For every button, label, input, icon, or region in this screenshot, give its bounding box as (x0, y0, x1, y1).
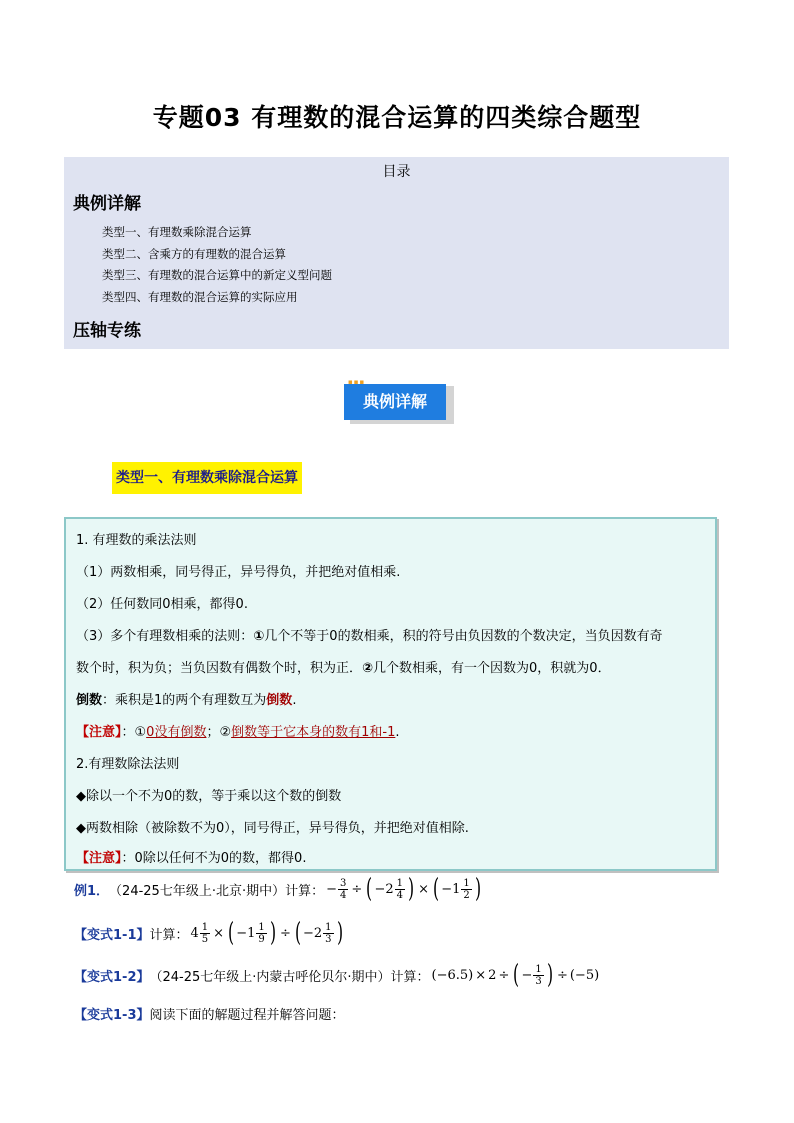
rule-line (76, 657, 611, 676)
toc-item-type3[interactable]: 类型三、有理数的混合运算中的新定义型问题 (102, 268, 332, 282)
rule-line: （1）两数相乘，同号得正，异号得负，并把绝对值相乘. (76, 565, 401, 580)
math-term: 2 (488, 967, 497, 983)
toc-item-type1[interactable]: 类型一、有理数乘除混合运算 (102, 225, 252, 239)
math-term: (−6.5) (431, 967, 474, 983)
page-title: 专题03 有理数的混合运算的四类综合题型 (152, 103, 642, 132)
circled-number: ① (253, 629, 265, 644)
math-sign: − (326, 881, 337, 897)
example-text: 阅读下面的解题过程并解答问题： (149, 1008, 345, 1023)
rule-line (76, 625, 663, 644)
paren-left: ( (366, 874, 373, 904)
banner-label: 典例详解 (344, 384, 446, 420)
rule-line (76, 847, 306, 866)
math-operator: ÷ (498, 967, 510, 983)
fraction: $\frac{1}{2}$ (463, 877, 470, 901)
rule-line: ◆两数相除（被除数不为0），同号得正，异号得负，并把绝对值相除. (76, 821, 469, 836)
toc-section-practice[interactable]: 压轴专练 (73, 321, 141, 341)
paren-right: ) (408, 874, 415, 904)
toc-section-examples[interactable]: 典例详解 (73, 194, 141, 214)
rule-text: ：乘积是1的两个有理数互为 (102, 693, 267, 708)
math-operator: ÷ (351, 881, 363, 897)
variant-label: 【变式1-1】 (74, 927, 150, 943)
rule-text: 几个数相乘，有一个因数为0，积就为0． (373, 661, 611, 676)
fraction: $\frac{1}{9}$ (258, 921, 265, 945)
math-whole: 4 (190, 925, 199, 941)
math-whole: −1 (441, 881, 461, 897)
math-sign: − (521, 967, 533, 983)
variant-1-2 (74, 962, 599, 988)
paren-right: ) (336, 918, 343, 948)
paren-left: ( (513, 960, 520, 990)
example-text: （24-25七年级上·内蒙古呼伦贝尔·期中）计算： (149, 969, 430, 985)
math-expression (326, 876, 483, 902)
fraction: $\frac{3}{4}$ (340, 877, 347, 901)
rule-line: 1. 有理数的乘法法则 (76, 533, 197, 548)
math-expression (432, 962, 600, 988)
variant-label: 【变式1-3】 (74, 1008, 150, 1023)
rule-line: （2）任何数同0相乘，都得0. (76, 597, 248, 612)
variant-label: 【变式1-2】 (74, 969, 150, 985)
math-operator: × (475, 967, 487, 983)
note-text: 倒数等于它本身的数有1和-1 (231, 725, 396, 740)
toc-heading: 目录 (382, 164, 411, 180)
toc-item-type4[interactable]: 类型四、有理数的混合运算的实际应用 (102, 290, 298, 304)
type-heading: 类型一、有理数乘除混合运算 (112, 462, 302, 494)
term-reciprocal: 倒数 (76, 693, 103, 708)
rule-line (76, 689, 296, 708)
note-text: 0没有倒数 (146, 725, 207, 740)
section-banner (344, 380, 456, 428)
math-operator: × (213, 925, 225, 941)
math-whole: −2 (303, 925, 323, 941)
paren-left: ( (228, 918, 235, 948)
toc-item-type2[interactable]: 类型二、含乘方的有理数的混合运算 (102, 247, 286, 261)
example-text: （24-25七年级上·北京·期中）计算： (109, 883, 325, 899)
math-whole: −1 (236, 925, 256, 941)
math-operator: ÷ (279, 925, 291, 941)
paren-left: ( (433, 874, 440, 904)
math-operator: × (418, 881, 430, 897)
math-term: (−5) (569, 967, 600, 983)
rule-text: ；② (206, 725, 232, 740)
note-label: 【注意】 (76, 851, 122, 866)
math-expression (191, 920, 345, 946)
rule-line: ◆除以一个不为0的数，等于乘以这个数的倒数 (76, 789, 342, 804)
rule-text: ：① (121, 725, 147, 740)
paren-right: ) (546, 960, 553, 990)
math-whole: −2 (374, 881, 394, 897)
rule-text: ：0除以任何不为0的数，都得0. (121, 851, 307, 866)
circled-number: ② (362, 661, 374, 676)
term-reciprocal-highlight: 倒数 (266, 693, 293, 708)
fraction: $\frac{1}{4}$ (396, 877, 403, 901)
fraction: $\frac{1}{3}$ (535, 963, 542, 987)
rule-text: . (292, 693, 297, 708)
table-of-contents (64, 157, 729, 349)
variant-1-3 (74, 1004, 345, 1023)
example-text: 计算： (149, 927, 189, 943)
example-label: 例1． (74, 883, 110, 899)
fraction: $\frac{1}{5}$ (201, 921, 209, 945)
paren-left: ( (294, 918, 301, 948)
rule-line: 2.有理数除法法则 (76, 757, 180, 772)
rule-text: 数个时，积为负；当负因数有偶数个时，积为正． (76, 661, 363, 676)
fraction: $\frac{1}{3}$ (325, 921, 332, 945)
rule-text: . (395, 725, 400, 740)
rule-text: （3）多个有理数相乘的法则： (76, 629, 254, 644)
rules-box (64, 517, 717, 871)
paren-right: ) (474, 874, 481, 904)
banner-dots-icon: ▪▪▪ (348, 378, 366, 386)
math-operator: ÷ (556, 967, 568, 983)
note-label: 【注意】 (76, 725, 122, 740)
paren-right: ) (269, 918, 276, 948)
rule-line (76, 721, 399, 740)
example-1 (74, 876, 483, 902)
variant-1-1 (74, 920, 345, 946)
rule-text: 几个不等于0的数相乘，积的符号由负因数的个数决定，当负因数有奇 (264, 629, 663, 644)
